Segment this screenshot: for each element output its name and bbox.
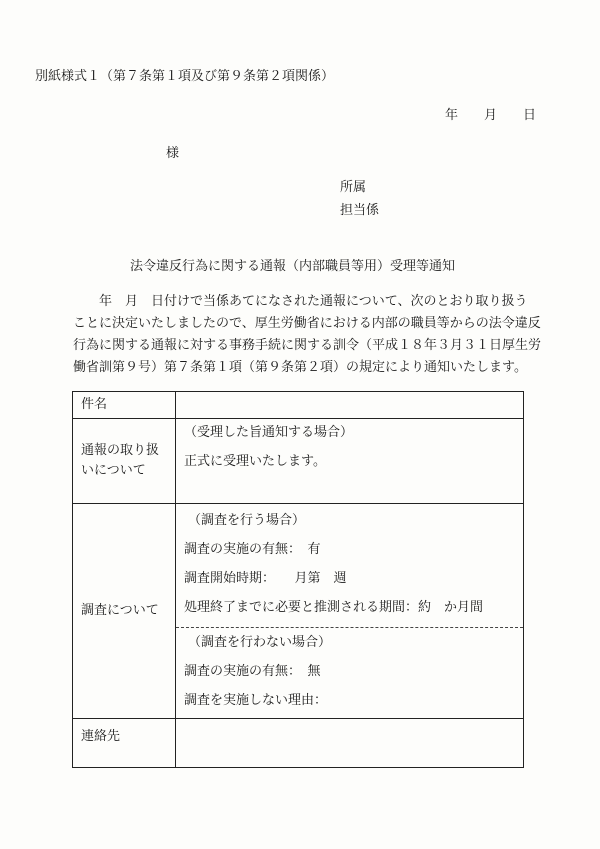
handling-text: 正式に受理いたします。 (184, 454, 326, 469)
investigation-label: 調査について (81, 603, 159, 618)
notification-table (72, 391, 524, 768)
investigate-case: （調査を行う場合） (188, 513, 306, 528)
contact-label-cell (73, 719, 176, 768)
handling-case: （受理した旨通知する場合） (184, 425, 354, 440)
no-investigate-reason: 調査を実施しない理由： (184, 693, 328, 708)
person-label: 担当係 (340, 203, 380, 218)
date-day-label: 日 (523, 108, 537, 123)
date-year-label: 年 (445, 108, 459, 123)
body-line: 働省訓第９号）第７条第１項（第９条第２項）の規定により通知いたします。 (73, 360, 527, 375)
contact-label: 連絡先 (81, 729, 121, 744)
subject-value-cell (176, 392, 524, 419)
body-line: 行為に関する通報に対する事務手続に関する訓令（平成１８年３月３１日厚生労 (73, 338, 542, 353)
handling-label-line2: いについて (81, 463, 146, 478)
affiliation-label: 所属 (340, 180, 367, 195)
handling-label-cell (73, 419, 176, 504)
investigate-period: 処理終了までに必要と推測される期間：約 か月間 (184, 600, 484, 615)
document-title: 法令違反行為に関する通報（内部職員等用）受理等通知 (130, 259, 456, 274)
form-id: 別紙様式１（第７条第１項及び第９条第２項関係） (35, 69, 335, 84)
no-investigate-exists: 調査の実施の有無： 無 (184, 664, 321, 679)
investigate-start: 調査開始時期： 月第 週 (184, 571, 347, 586)
body-paragraph (73, 291, 542, 379)
addressee-suffix: 様 (166, 146, 180, 161)
subject-label: 件名 (81, 397, 108, 412)
investigation-value-cell (176, 504, 524, 719)
table-row (73, 419, 524, 504)
handling-value-cell (176, 419, 524, 504)
section-divider (176, 627, 523, 628)
investigation-label-cell (73, 504, 176, 719)
subject-label-cell (73, 392, 176, 419)
no-investigate-case: （調査を行わない場合） (188, 635, 332, 650)
handling-label-line1: 通報の取り扱 (81, 443, 160, 458)
table-row (73, 392, 524, 419)
table-row (73, 504, 524, 719)
body-line: 年 月 日付けで当係あてになされた通報について、次のとおり取り扱う (73, 294, 528, 309)
investigate-exists: 調査の実施の有無： 有 (184, 542, 321, 557)
contact-value-cell (176, 719, 524, 768)
table-row (73, 719, 524, 768)
date-month-label: 月 (484, 108, 498, 123)
body-line: ことに決定いたしましたので、厚生労働省における内部の職員等からの法令違反 (73, 316, 541, 331)
